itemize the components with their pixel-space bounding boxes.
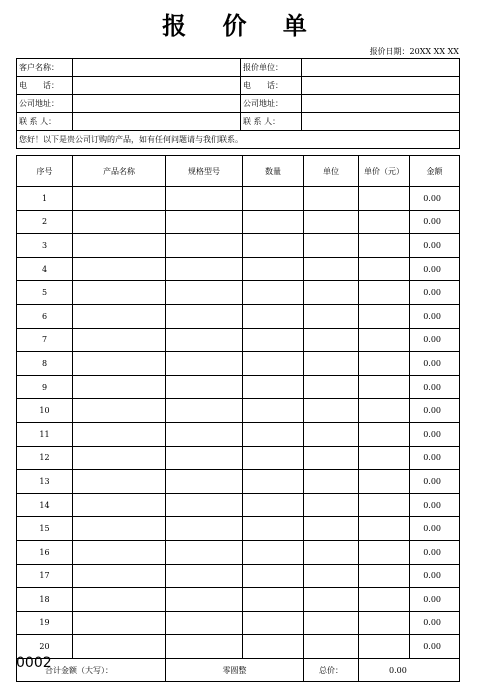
row-spec[interactable] [166,375,243,399]
phone-right-field[interactable] [302,77,460,95]
row-unit[interactable] [304,210,359,234]
row-spec[interactable] [166,611,243,635]
row-price[interactable] [359,422,410,446]
row-unit[interactable] [304,588,359,612]
row-price[interactable] [359,540,410,564]
row-amount: 0.00 [410,328,460,352]
row-product[interactable] [73,635,166,659]
row-product[interactable] [73,352,166,376]
total-value: 0.00 [359,658,460,682]
row-product[interactable] [73,304,166,328]
row-unit[interactable] [304,422,359,446]
quote-date: 报价日期：20XX XX XX [369,47,459,56]
row-spec[interactable] [166,564,243,588]
col-header-no: 序号 [17,156,73,187]
total-words-label: 合计金额（大写）： [17,658,166,682]
table-row [17,281,460,305]
row-product[interactable] [73,328,166,352]
row-product[interactable] [73,446,166,470]
row-spec[interactable] [166,187,243,211]
table-row [17,446,460,470]
row-price[interactable] [359,564,410,588]
table-row [17,210,460,234]
phone-left-field[interactable] [73,77,241,95]
row-amount: 0.00 [410,399,460,423]
row-amount: 0.00 [410,234,460,258]
row-price[interactable] [359,611,410,635]
row-amount: 0.00 [410,493,460,517]
row-spec[interactable] [166,257,243,281]
total-words-value: 零圆整 [166,658,304,682]
row-no: 9 [17,375,73,399]
row-spec[interactable] [166,493,243,517]
table-row [17,470,460,494]
row-product[interactable] [73,470,166,494]
address-left-field[interactable] [73,95,241,113]
row-qty[interactable] [243,281,304,305]
table-row [17,352,460,376]
row-qty[interactable] [243,517,304,541]
row-qty[interactable] [243,257,304,281]
row-price[interactable] [359,470,410,494]
row-no: 16 [17,540,73,564]
table-row [17,588,460,612]
row-unit[interactable] [304,328,359,352]
row-price[interactable] [359,281,410,305]
row-amount: 0.00 [410,281,460,305]
row-no: 11 [17,422,73,446]
row-no: 8 [17,352,73,376]
row-amount: 0.00 [410,588,460,612]
row-amount: 0.00 [410,187,460,211]
total-row [17,658,460,682]
row-price[interactable] [359,446,410,470]
table-row [17,257,460,281]
row-price[interactable] [359,635,410,659]
row-unit[interactable] [304,635,359,659]
row-product[interactable] [73,187,166,211]
items-table [16,155,460,682]
table-row [17,304,460,328]
row-product[interactable] [73,493,166,517]
row-spec[interactable] [166,470,243,494]
row-unit[interactable] [304,352,359,376]
row-price[interactable] [359,257,410,281]
row-price[interactable] [359,352,410,376]
table-row [17,517,460,541]
row-unit[interactable] [304,187,359,211]
row-qty[interactable] [243,540,304,564]
row-unit[interactable] [304,281,359,305]
row-amount: 0.00 [410,540,460,564]
row-no: 13 [17,470,73,494]
document-title: 报 价 单 [162,12,321,40]
row-price[interactable] [359,210,410,234]
table-row [17,611,460,635]
row-spec[interactable] [166,588,243,612]
row-amount: 0.00 [410,304,460,328]
row-qty[interactable] [243,187,304,211]
row-product[interactable] [73,611,166,635]
row-no: 5 [17,281,73,305]
row-product[interactable] [73,210,166,234]
row-qty[interactable] [243,304,304,328]
row-spec[interactable] [166,281,243,305]
customer-name-field[interactable] [73,59,241,77]
row-product[interactable] [73,399,166,423]
row-spec[interactable] [166,446,243,470]
row-product[interactable] [73,588,166,612]
col-header-unit: 单位 [304,156,359,187]
row-unit[interactable] [304,304,359,328]
address-right-field[interactable] [302,95,460,113]
row-product[interactable] [73,281,166,305]
total-label: 总价： [304,658,359,682]
greeting-text: 您好！以下是贵公司订购的产品，如有任何问题请与我们联系。 [17,131,460,149]
row-qty[interactable] [243,375,304,399]
row-amount: 0.00 [410,635,460,659]
row-no: 6 [17,304,73,328]
row-qty[interactable] [243,446,304,470]
row-qty[interactable] [243,352,304,376]
row-no: 10 [17,399,73,423]
row-amount: 0.00 [410,352,460,376]
row-unit[interactable] [304,470,359,494]
contact-right-field[interactable] [302,113,460,131]
row-spec[interactable] [166,399,243,423]
row-spec[interactable] [166,635,243,659]
row-qty[interactable] [243,470,304,494]
row-qty[interactable] [243,635,304,659]
col-header-amount: 金额 [410,156,460,187]
row-unit[interactable] [304,517,359,541]
row-no: 15 [17,517,73,541]
items-header-row [17,156,460,187]
table-row [17,399,460,423]
col-header-spec: 规格型号 [166,156,243,187]
row-no: 18 [17,588,73,612]
table-row [17,375,460,399]
row-amount: 0.00 [410,422,460,446]
row-amount: 0.00 [410,517,460,541]
row-unit[interactable] [304,399,359,423]
row-spec[interactable] [166,328,243,352]
row-price[interactable] [359,493,410,517]
row-no: 14 [17,493,73,517]
row-price[interactable] [359,328,410,352]
row-qty[interactable] [243,210,304,234]
row-price[interactable] [359,399,410,423]
table-row [17,635,460,659]
row-unit[interactable] [304,611,359,635]
row-qty[interactable] [243,234,304,258]
row-unit[interactable] [304,257,359,281]
row-spec[interactable] [166,304,243,328]
row-price[interactable] [359,517,410,541]
row-spec[interactable] [166,540,243,564]
table-row [17,564,460,588]
phone-left-label: 电 话： [17,77,73,95]
row-unit[interactable] [304,375,359,399]
row-product[interactable] [73,375,166,399]
row-no: 4 [17,257,73,281]
row-spec[interactable] [166,210,243,234]
row-no: 3 [17,234,73,258]
row-no: 12 [17,446,73,470]
table-row [17,493,460,517]
contact-right-label: 联 系 人： [241,113,302,131]
row-unit[interactable] [304,234,359,258]
row-price[interactable] [359,187,410,211]
row-amount: 0.00 [410,210,460,234]
col-header-product: 产品名称 [73,156,166,187]
row-price[interactable] [359,234,410,258]
row-amount: 0.00 [410,470,460,494]
row-product[interactable] [73,257,166,281]
row-no: 19 [17,611,73,635]
row-qty[interactable] [243,422,304,446]
quote-unit-label: 报价单位： [241,59,302,77]
contact-left-label: 联 系 人： [17,113,73,131]
row-price[interactable] [359,375,410,399]
row-spec[interactable] [166,422,243,446]
row-no: 2 [17,210,73,234]
row-amount: 0.00 [410,611,460,635]
row-product[interactable] [73,540,166,564]
contact-left-field[interactable] [73,113,241,131]
row-amount: 0.00 [410,257,460,281]
row-product[interactable] [73,422,166,446]
table-row [17,422,460,446]
row-no: 1 [17,187,73,211]
row-amount: 0.00 [410,446,460,470]
row-price[interactable] [359,304,410,328]
phone-right-label: 电 话： [241,77,302,95]
row-no: 7 [17,328,73,352]
address-left-label: 公司地址： [17,95,73,113]
row-unit[interactable] [304,564,359,588]
table-row [17,187,460,211]
row-qty[interactable] [243,328,304,352]
row-price[interactable] [359,588,410,612]
page-stamp: 0002 [16,655,52,671]
table-row [17,540,460,564]
col-header-price: 单价（元） [359,156,410,187]
row-amount: 0.00 [410,564,460,588]
col-header-qty: 数量 [243,156,304,187]
row-product[interactable] [73,517,166,541]
row-spec[interactable] [166,234,243,258]
row-no: 17 [17,564,73,588]
info-table [16,58,460,149]
row-spec[interactable] [166,517,243,541]
row-amount: 0.00 [410,375,460,399]
row-product[interactable] [73,234,166,258]
row-qty[interactable] [243,564,304,588]
row-no: 20 [17,635,73,659]
table-row [17,328,460,352]
row-unit[interactable] [304,540,359,564]
row-qty[interactable] [243,493,304,517]
row-qty[interactable] [243,399,304,423]
table-row [17,234,460,258]
row-unit[interactable] [304,493,359,517]
row-spec[interactable] [166,352,243,376]
address-right-label: 公司地址： [241,95,302,113]
row-unit[interactable] [304,446,359,470]
row-qty[interactable] [243,611,304,635]
customer-name-label: 客户名称： [17,59,73,77]
quote-unit-field[interactable] [302,59,460,77]
row-product[interactable] [73,564,166,588]
row-qty[interactable] [243,588,304,612]
